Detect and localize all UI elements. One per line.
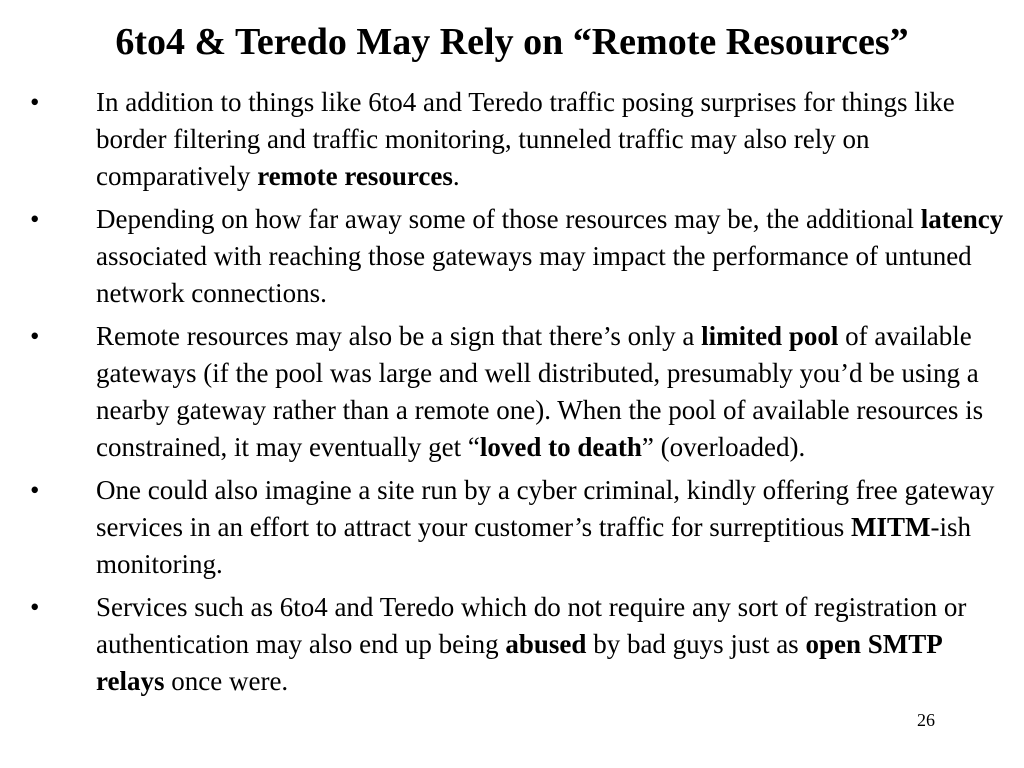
slide-title: 6to4 & Teredo May Rely on “Remote Resources”	[115, 21, 909, 63]
bullet-item	[22, 318, 1007, 466]
bold-term: open SMTP relays	[96, 629, 942, 696]
bold-term: limited pool	[701, 321, 839, 351]
text-run: Remote resources may also be a sign that there’s only a	[96, 321, 702, 351]
bold-term: abused	[505, 629, 587, 659]
text-run: .	[452, 161, 460, 191]
bullet-text	[96, 87, 955, 191]
bullet-text	[96, 592, 966, 696]
text-run: -ish monitoring.	[96, 512, 971, 579]
text-run: Services such as 6to4 and Teredo which do not require any sort of registration or authentication may also end up being	[96, 592, 967, 659]
bullet-item	[22, 589, 1007, 700]
bold-term: loved to death	[479, 432, 642, 462]
bullet-dot-icon: •	[30, 592, 40, 622]
text-run: by bad guys just as	[586, 629, 806, 659]
text-run: One could also imagine a site run by a cyber criminal, kindly offering free gateway services in an effort to attract your customer’s traffic for surreptitious	[96, 475, 995, 542]
bold-term: latency	[920, 204, 1004, 234]
bullet-dot-icon: •	[30, 321, 40, 351]
bullet-item	[22, 201, 1007, 312]
bullet-dot-icon: •	[30, 475, 40, 505]
bold-term: remote resources	[257, 161, 453, 191]
bullet-dot-icon: •	[30, 87, 40, 117]
text-run: In addition to things like 6to4 and Teredo traffic posing surprises for things like border filtering and traffic monitoring, tunneled traffic may also rely on comparatively	[96, 87, 955, 191]
page-number: 26	[917, 710, 935, 730]
text-run: ” (overloaded).	[641, 432, 806, 462]
bold-term: MITM	[851, 512, 931, 542]
bullet-dot-icon: •	[30, 204, 40, 234]
bullet-text	[96, 475, 994, 579]
text-run: once were.	[164, 666, 289, 696]
text-run: of available gateways (if the pool was large and well distributed, presumably you’d be using a nearby gateway rather than a remote one). When the pool of available resources is constrained, it may eventually get “	[96, 321, 984, 462]
bullet-list	[22, 84, 1007, 706]
bullet-text	[96, 204, 1003, 308]
bullet-text	[96, 321, 983, 462]
bullet-item	[22, 472, 1007, 583]
bullet-item	[22, 84, 1007, 195]
text-run: Depending on how far away some of those resources may be, the additional	[96, 204, 921, 234]
text-run: associated with reaching those gateways may impact the performance of untuned network connections.	[96, 241, 972, 308]
